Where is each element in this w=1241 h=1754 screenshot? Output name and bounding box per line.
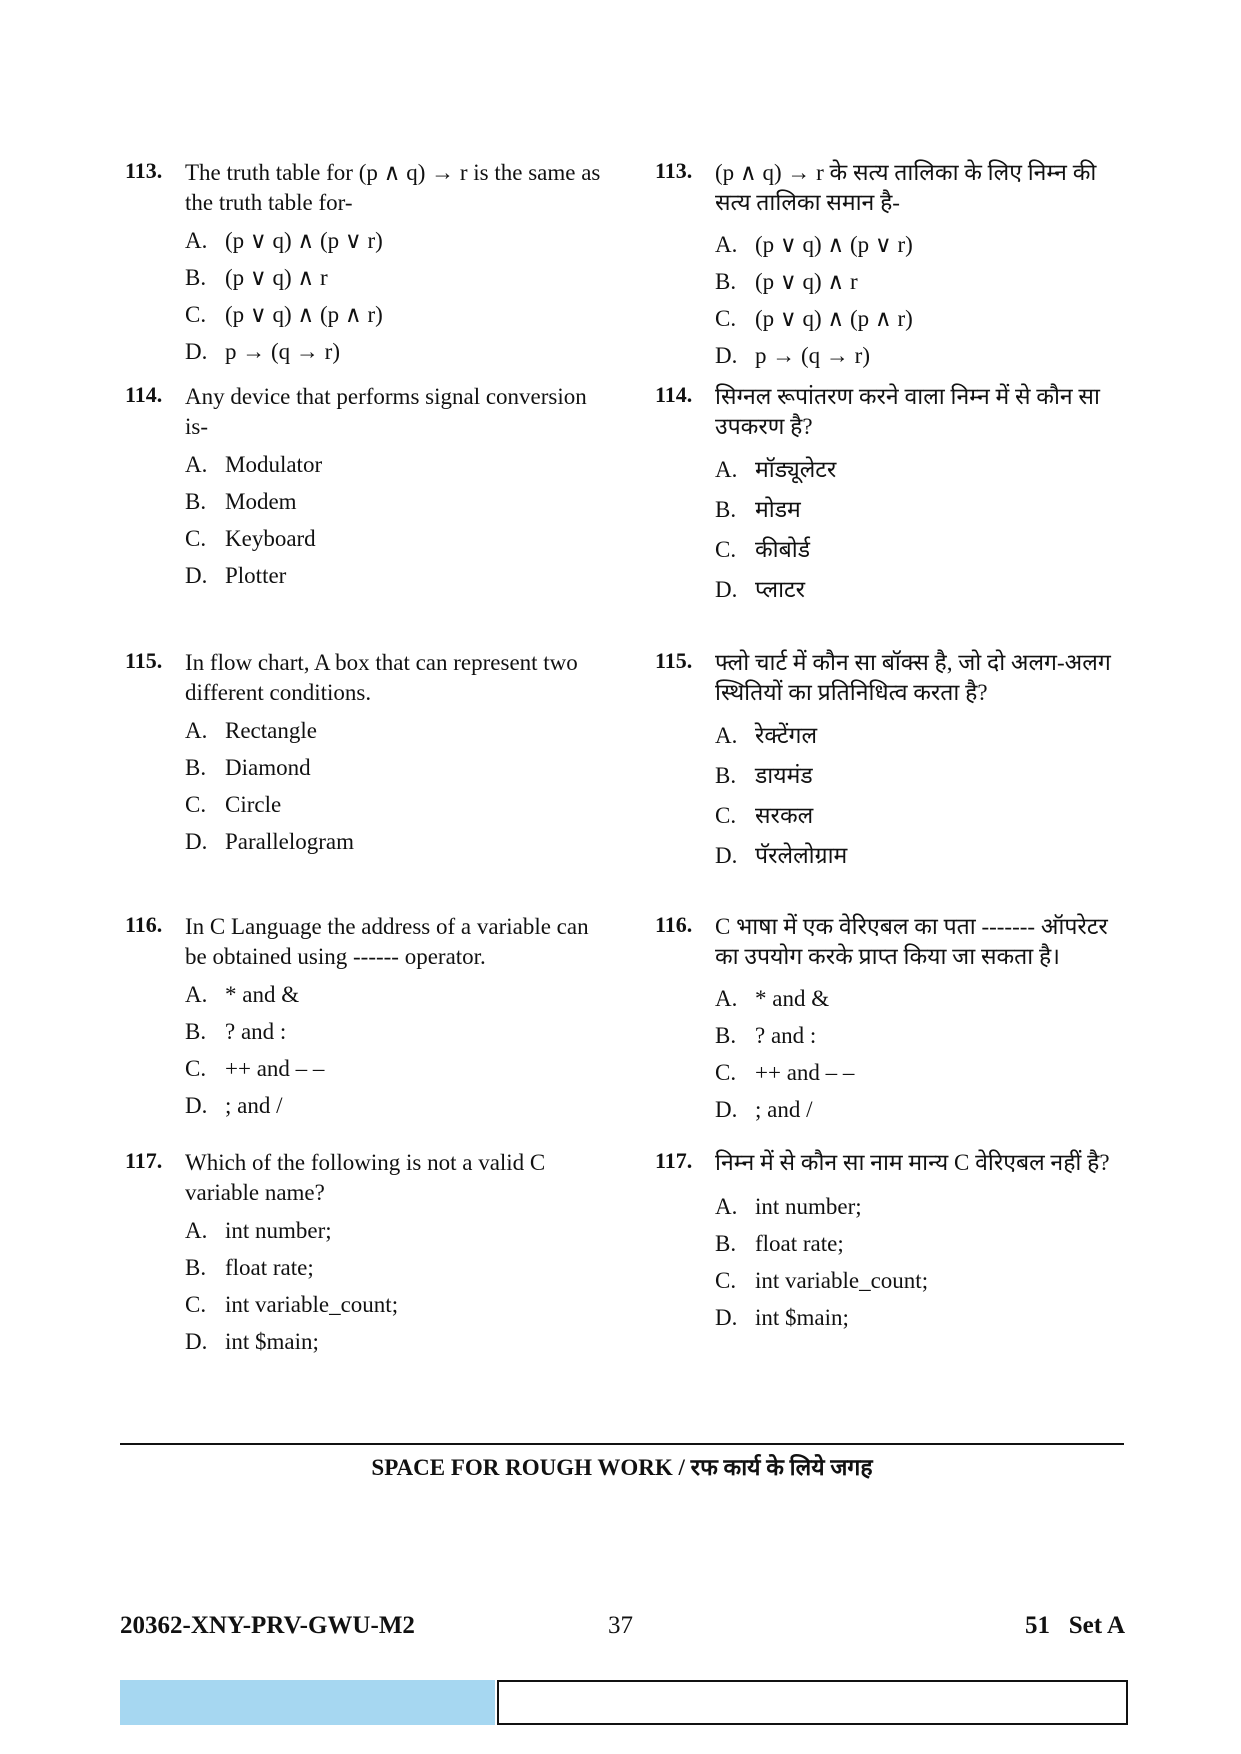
option-a: A. Rectangle xyxy=(185,718,317,743)
option-d: D. Plotter xyxy=(185,563,287,588)
option-b: B. मोडम xyxy=(715,497,801,522)
option-c: C. (p ∨ q) ∧ (p ∧ r) xyxy=(715,306,913,331)
option-a: A. * and & xyxy=(715,986,830,1011)
option-d: D. p → (q → r) xyxy=(715,343,870,368)
option-a: A. Modulator xyxy=(185,452,323,477)
option-b: B. float rate; xyxy=(715,1231,844,1256)
question-number: 113. xyxy=(125,158,163,183)
question-text: In flow chart, A box that can represent two different conditions. xyxy=(185,650,578,705)
footer-color-bar xyxy=(120,1680,495,1725)
options-list xyxy=(185,222,605,370)
question-115-en xyxy=(125,648,605,860)
question-116-en xyxy=(125,912,605,1124)
options-list xyxy=(185,976,605,1124)
question-number: 115. xyxy=(655,648,693,673)
option-b: B. ? and : xyxy=(185,1019,287,1044)
option-c: C. Circle xyxy=(185,792,282,817)
question-113-en xyxy=(125,158,605,370)
options-list xyxy=(715,716,1125,876)
option-d: D. प्लाटर xyxy=(715,577,806,602)
question-114-en xyxy=(125,382,605,594)
options-list xyxy=(715,1188,1125,1336)
option-d: D. int $main; xyxy=(185,1329,319,1354)
options-list xyxy=(715,226,1125,374)
option-a: A. (p ∨ q) ∧ (p ∨ r) xyxy=(185,228,383,253)
option-d: D. int $main; xyxy=(715,1305,849,1330)
options-list xyxy=(185,446,605,594)
option-b: B. Diamond xyxy=(185,755,311,780)
question-text: सिग्नल रूपांतरण करने वाला निम्न में से कौन सा उपकरण है? xyxy=(715,384,1100,439)
question-114-hi xyxy=(655,382,1125,610)
question-text: C भाषा में एक वेरिएबल का पता ------- ऑपरेटर का उपयोग करके प्राप्त किया जा सकता है। xyxy=(715,914,1108,969)
paper-code: 20362-XNY-PRV-GWU-M2 xyxy=(120,1612,415,1639)
question-text: (p ∧ q) → r के सत्य तालिका के लिए निम्न की सत्य तालिका समान है- xyxy=(715,160,1097,215)
question-text: Which of the following is not a valid C variable name? xyxy=(185,1150,546,1205)
option-b: B. (p ∨ q) ∧ r xyxy=(185,265,328,290)
option-a: A. int number; xyxy=(185,1218,332,1243)
divider-rule xyxy=(120,1443,1124,1445)
option-a: A. मॉड्यूलेटर xyxy=(715,457,837,482)
option-b: B. डायमंड xyxy=(715,763,813,788)
question-text: निम्न में से कौन सा नाम मान्य C वेरिएबल नहीं है? xyxy=(715,1150,1110,1175)
footer-empty-box xyxy=(497,1680,1128,1725)
option-d: D. ; and / xyxy=(715,1097,813,1122)
option-c: C. ++ and – – xyxy=(715,1060,855,1085)
option-d: D. p → (q → r) xyxy=(185,339,340,364)
rough-work-heading: SPACE FOR ROUGH WORK / रफ कार्य के लिये जगह xyxy=(371,1455,873,1480)
option-c: C. Keyboard xyxy=(185,526,316,551)
option-d: D. ; and / xyxy=(185,1093,283,1118)
question-113-hi xyxy=(655,158,1125,374)
option-a: A. (p ∨ q) ∧ (p ∨ r) xyxy=(715,232,913,257)
option-c: C. कीबोर्ड xyxy=(715,537,811,562)
option-b: B. Modem xyxy=(185,489,297,514)
option-c: C. int variable_count; xyxy=(715,1268,929,1293)
option-c: C. सरकल xyxy=(715,803,814,828)
option-c: C. ++ and – – xyxy=(185,1056,325,1081)
option-b: B. float rate; xyxy=(185,1255,314,1280)
question-116-hi xyxy=(655,912,1125,1128)
options-list xyxy=(185,1212,605,1360)
question-117-en xyxy=(125,1148,605,1360)
option-a: A. int number; xyxy=(715,1194,862,1219)
question-number: 116. xyxy=(125,912,163,937)
option-b: B. ? and : xyxy=(715,1023,817,1048)
options-list xyxy=(185,712,605,860)
option-c: C. int variable_count; xyxy=(185,1292,399,1317)
question-text: The truth table for (p ∧ q) → r is the same as the truth table for- xyxy=(185,160,601,215)
question-text: Any device that performs signal conversion is- xyxy=(185,384,587,439)
option-b: B. (p ∨ q) ∧ r xyxy=(715,269,858,294)
question-number: 117. xyxy=(125,1148,163,1173)
question-number: 113. xyxy=(655,158,693,183)
page-number: 37 xyxy=(608,1612,633,1639)
question-number: 116. xyxy=(655,912,693,937)
option-d: D. Parallelogram xyxy=(185,829,355,854)
option-a: A. रेक्टेंगल xyxy=(715,723,818,748)
question-115-hi xyxy=(655,648,1125,876)
question-text: फ्लो चार्ट में कौन सा बॉक्स है, जो दो अलग-अलग स्थितियों का प्रतिनिधित्व करता है? xyxy=(715,650,1111,705)
question-number: 115. xyxy=(125,648,163,673)
question-number: 114. xyxy=(125,382,163,407)
options-list xyxy=(715,980,1125,1128)
question-text: In C Language the address of a variable can be obtained using ------ operator. xyxy=(185,914,589,969)
question-117-hi xyxy=(655,1148,1125,1336)
question-number: 117. xyxy=(655,1148,693,1173)
option-c: C. (p ∨ q) ∧ (p ∧ r) xyxy=(185,302,383,327)
option-a: A. * and & xyxy=(185,982,300,1007)
question-number: 114. xyxy=(655,382,693,407)
options-list xyxy=(715,450,1125,610)
option-d: D. पॅरलेलोग्राम xyxy=(715,843,848,868)
set-label: 51 Set A xyxy=(1025,1612,1125,1639)
